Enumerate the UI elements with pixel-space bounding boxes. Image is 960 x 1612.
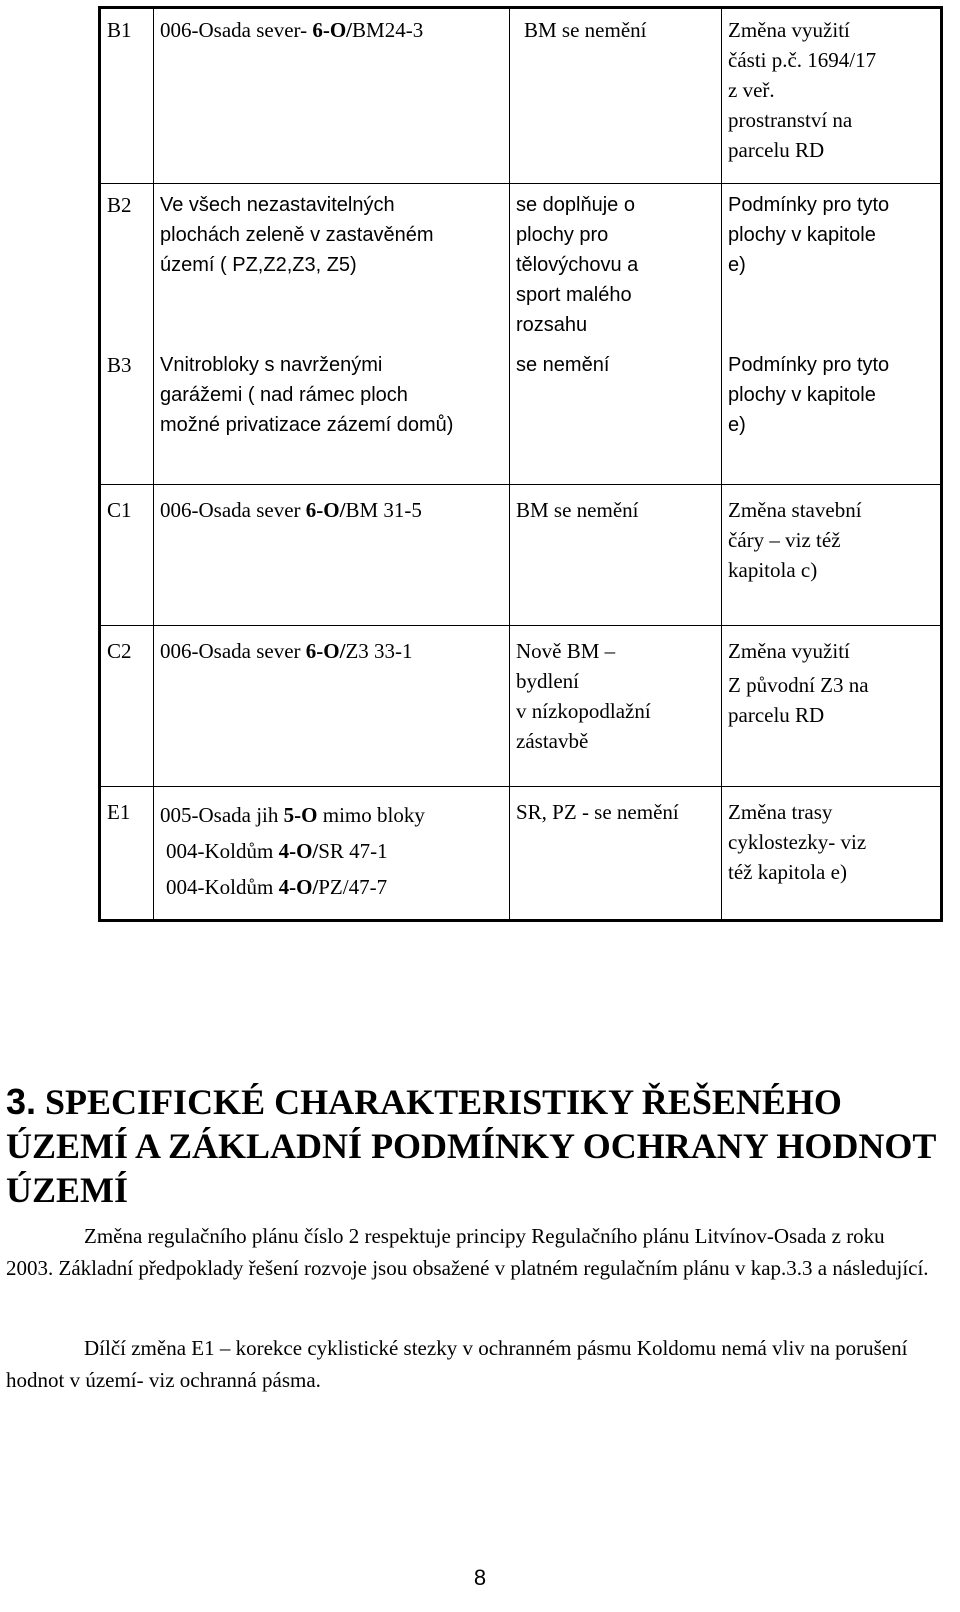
location-cell: Ve všech nezastavitelných plochách zeleně v zastavěném území ( PZ,Z2,Z3, Z5) (154, 184, 510, 347)
note-cell: se nemění (510, 346, 722, 485)
location-cell: 006-Osada sever- 6-O/BM24-3 (154, 8, 510, 184)
table-row (100, 485, 942, 626)
paragraph: Změna regulačního plánu číslo 2 respektuje principy Regulačního plánu Litvínov-Osada z roku 2003. Základní předpoklady řešení rozvoje jsou obsažené v platném regulačním plánu v kap.3.3 a následující. (6, 1224, 929, 1280)
row-id: C2 (100, 626, 154, 787)
table-row (100, 8, 942, 184)
change-cell: Změna trasy cyklostezky- viz též kapitola e) (722, 787, 942, 921)
note-cell: BM se nemění (510, 8, 722, 184)
table-row (100, 184, 942, 347)
paragraph: Dílčí změna E1 – korekce cyklistické stezky v ochranném pásmu Koldomu nemá vliv na porušení hodnot v území- viz ochranná pásma. (6, 1336, 908, 1392)
changes-table (98, 6, 943, 922)
table-row (100, 346, 942, 485)
location-cell: 005-Osada jih 5-O mimo bloky 004-Koldům 4-O/SR 47-1 004-Koldům 4-O/PZ/47-7 (154, 787, 510, 921)
section-number: 3. (6, 1081, 37, 1122)
note-cell: se doplňuje o plochy pro tělovýchovu a sport malého rozsahu (510, 184, 722, 347)
note-cell: SR, PZ - se nemění (510, 787, 722, 921)
row-id: B2 (100, 184, 154, 347)
change-cell: Změna využití části p.č. 1694/17 z veř. prostranství na parcelu RD (722, 8, 942, 184)
table-row (100, 787, 942, 921)
note-cell: Nově BM – bydlení v nízkopodlažní zástavbě (510, 626, 722, 787)
location-cell: 006-Osada sever 6-O/BM 31-5 (154, 485, 510, 626)
note-cell: BM se nemění (510, 485, 722, 626)
row-id: B1 (100, 8, 154, 184)
table-row (100, 626, 942, 787)
row-id: E1 (100, 787, 154, 921)
section-heading (6, 1080, 936, 1212)
change-cell: Podmínky pro tyto plochy v kapitole e) (722, 184, 942, 347)
location-cell: Vnitrobloky s navrženými garážemi ( nad rámec ploch možné privatizace zázemí domů) (154, 346, 510, 485)
page-number: 8 (473, 1565, 487, 1590)
change-cell: Změna využití Z původní Z3 na parcelu RD (722, 626, 942, 787)
section-title: SPECIFICKÉ CHARAKTERISTIKY ŘEŠENÉHO ÚZEMÍ A ZÁKLADNÍ PODMÍNKY OCHRANY HODNOT ÚZEMÍ (6, 1082, 936, 1210)
location-cell: 006-Osada sever 6-O/Z3 33-1 (154, 626, 510, 787)
row-id: C1 (100, 485, 154, 626)
change-cell: Změna stavební čáry – viz též kapitola c) (722, 485, 942, 626)
change-cell: Podmínky pro tyto plochy v kapitole e) (722, 346, 942, 485)
row-id: B3 (100, 346, 154, 485)
